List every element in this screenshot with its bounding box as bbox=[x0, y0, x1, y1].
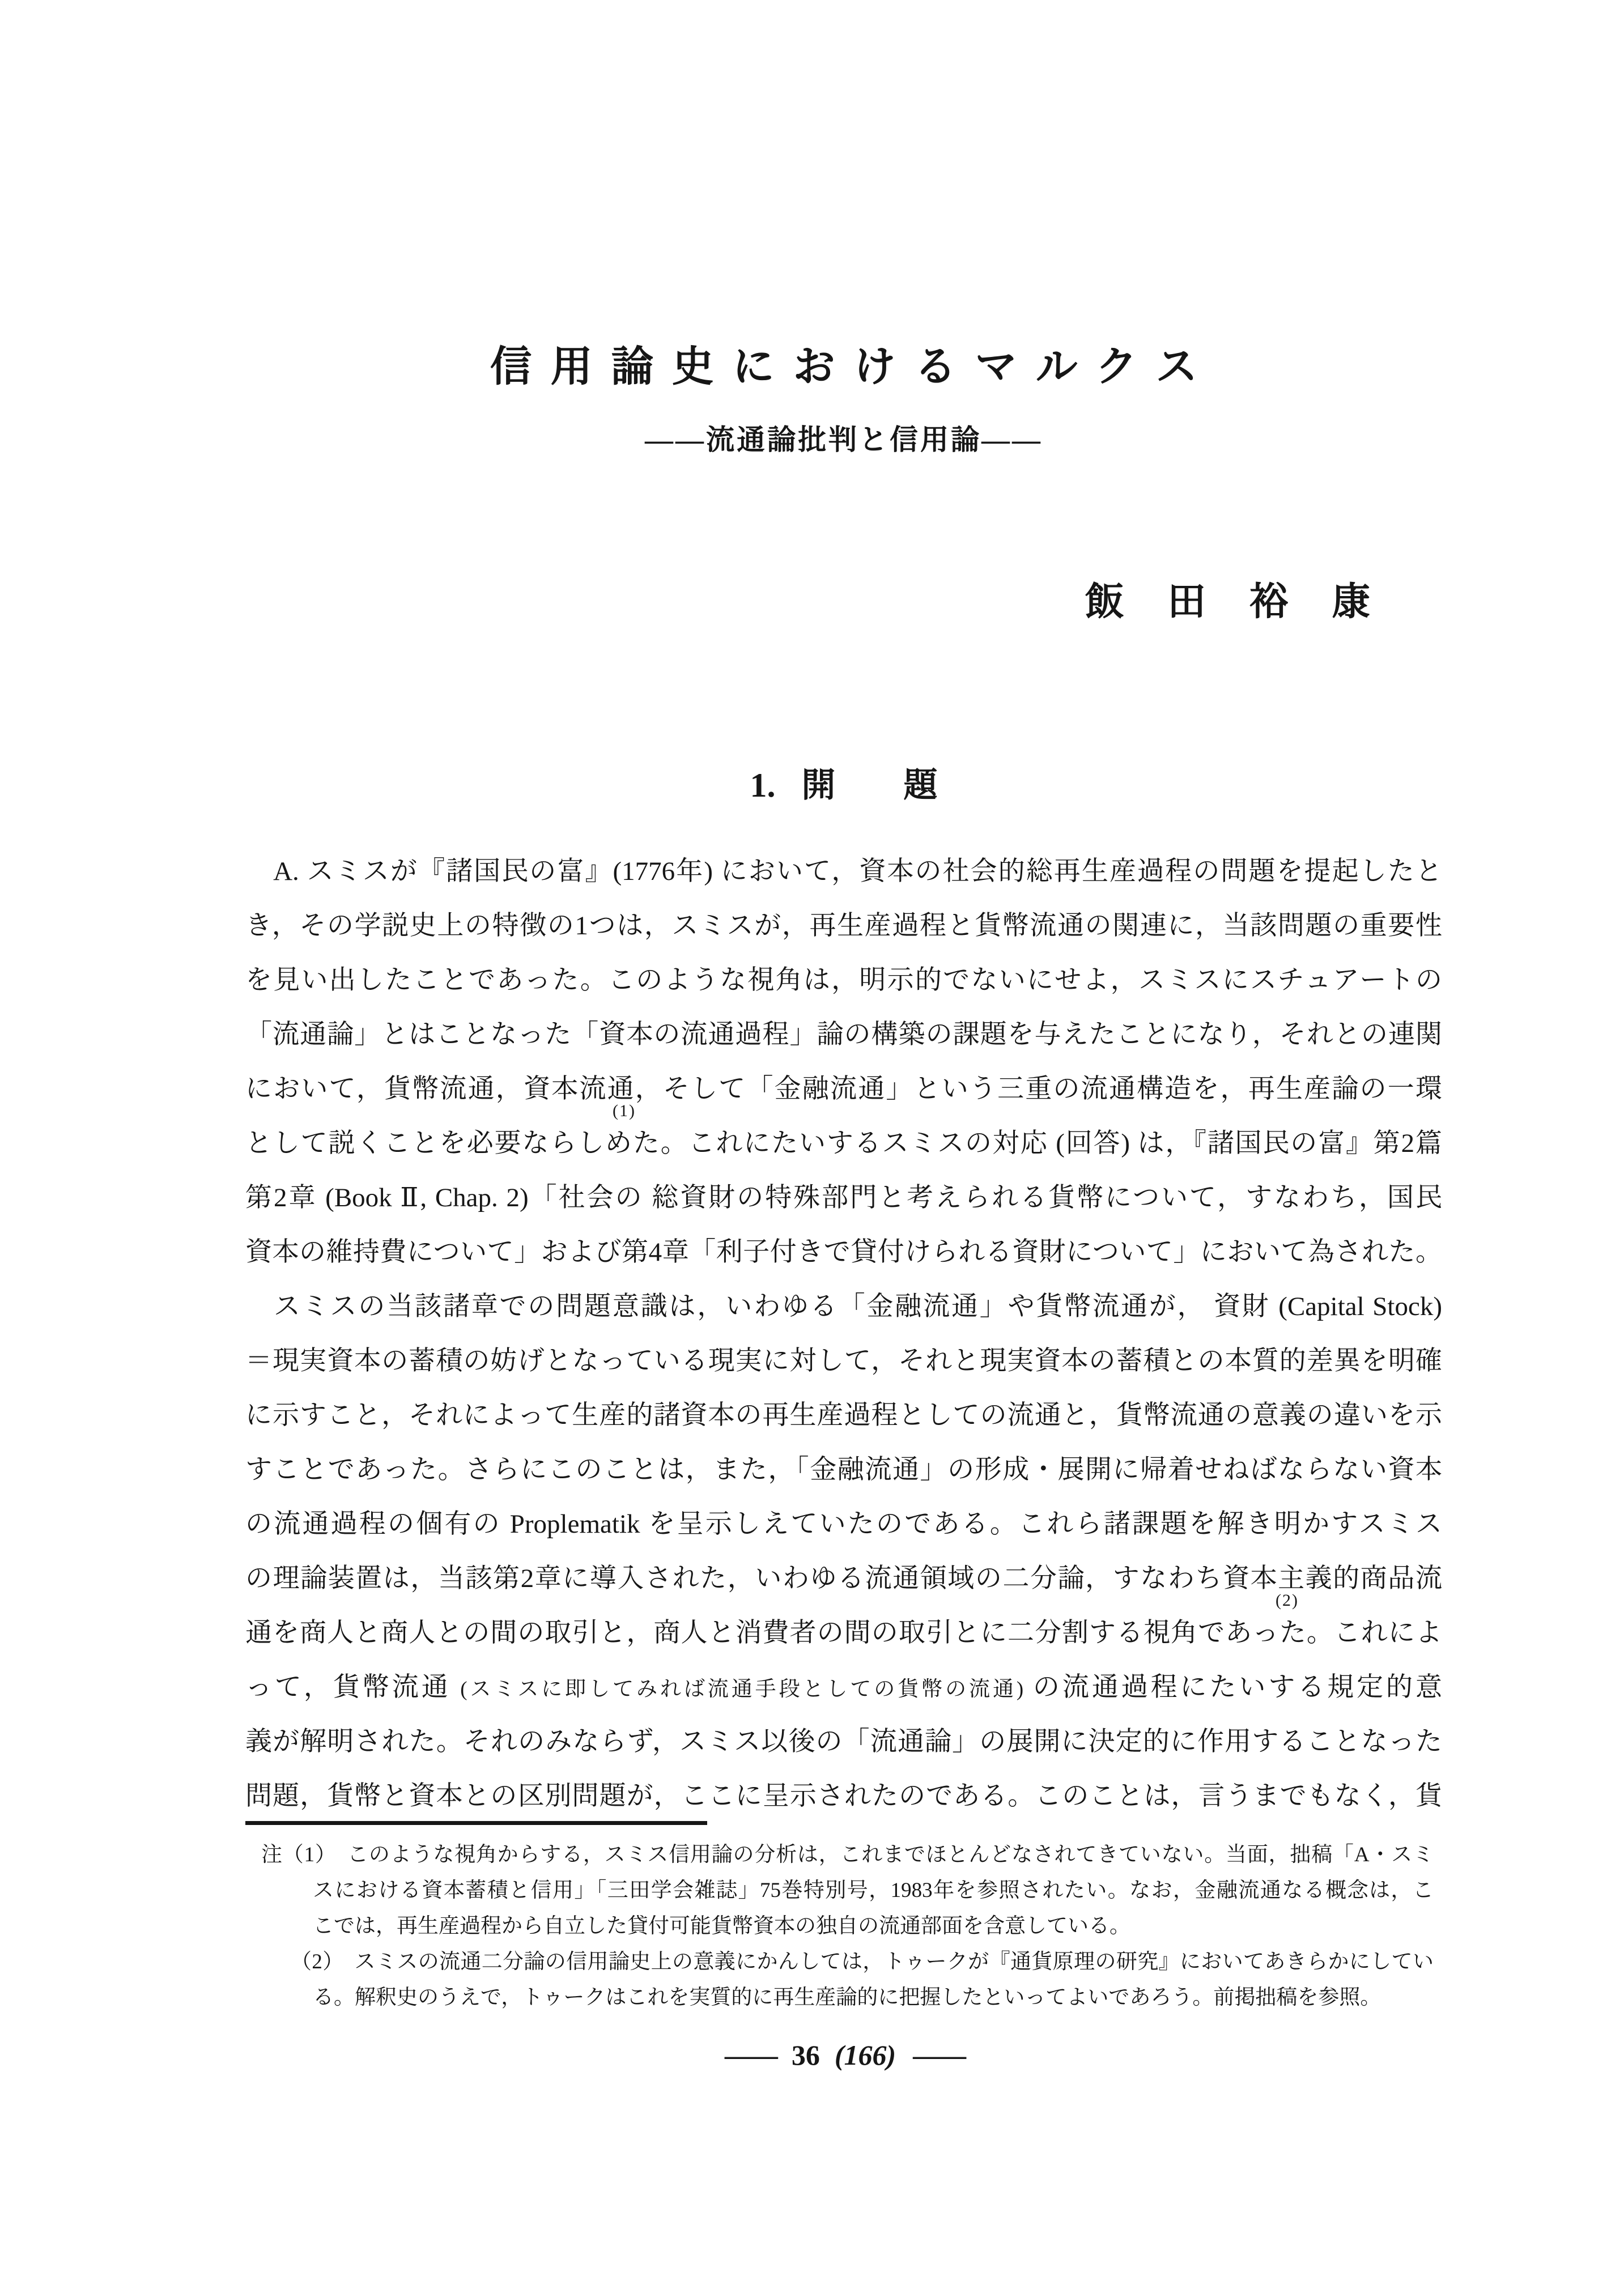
footnote-line: スにおける資本蓄積と信用」「三田学会雑誌」75巻特別号，1983年を参照されたい。なお，金融流通なる概念は，こ bbox=[313, 1879, 1434, 1902]
body-line: き，その学説史上の特徴の1つは，スミスが，再生産過程と貨幣流通の関連に，当該問題の重要性 bbox=[245, 911, 1442, 941]
footnotes-block bbox=[245, 1837, 1434, 2015]
section-heading bbox=[245, 758, 1442, 807]
body-line: 「流通論」とはことなった「資本の流通過程」論の構築の課題を与えたことになり，それとの連関 bbox=[245, 1020, 1442, 1049]
body-line bbox=[245, 1591, 1442, 1660]
body-line bbox=[245, 1101, 1442, 1171]
body-line: に示すこと，それによって生産的諸資本の再生産過程としての流通と，貨幣流通の意義の違いを示 bbox=[245, 1401, 1442, 1430]
body-line: の流通過程の個有の Proplematik を呈示しえていたのである。これら諸課題を解き明かすスミス bbox=[245, 1509, 1442, 1539]
footnote-line: 注（1） このような視角からする，スミス信用論の分析は，これまでほとんどなされてきていない。当面，拙稿「A・スミ bbox=[261, 1843, 1434, 1866]
body-line bbox=[245, 1660, 1442, 1715]
body-line: 第2章 (Book Ⅱ, Chap. 2)「社会の 総資財の特殊部門と考えられる貨幣について，すなわち，国民 bbox=[245, 1183, 1442, 1213]
body-line: 問題，貨幣と資本との区別問題が，ここに呈示されたのである。このことは，言うまでもなく，貨 bbox=[245, 1781, 1442, 1811]
body-line-text: 通を商人と商人との間の取引と，商人と消費者の間の取引とに二分割する視角であった。これによ bbox=[245, 1618, 1442, 1648]
body-line: 義が解明された。それのみならず，スミス以後の「流通論」の展開に決定的に作用することなった bbox=[245, 1727, 1442, 1756]
footnote-separator bbox=[245, 1821, 707, 1825]
footer-dash-left: —— bbox=[724, 2039, 775, 2071]
author-name: 飯 田 裕 康 bbox=[1085, 580, 1388, 623]
section-label: 開 題 bbox=[801, 767, 938, 804]
body-line: すことであった。さらにこのことは，また，「金融流通」の形成・展開に帰着せねばならない資本 bbox=[245, 1455, 1442, 1484]
footer-folio-number: (166) bbox=[834, 2039, 896, 2071]
page-number bbox=[245, 2039, 1442, 2071]
article-subtitle: ——流通論批判と信用論—— bbox=[645, 424, 1043, 456]
body-line-text: として説くことを必要ならしめた。これにたいするスミスの対応 (回答) は，『諸国民の富』第2篇 bbox=[245, 1129, 1442, 1158]
footnote-marker-2: (2) bbox=[1276, 1591, 1299, 1610]
inline-parenthetical: (スミスに即してみれば流通手段としての貨幣の流通) bbox=[460, 1678, 1024, 1701]
section-number: 1. bbox=[750, 767, 776, 804]
body-line: スミスの当該諸章での問題意識は，いわゆる「金融流通」や貨幣流通が， 資財 (Capital Stock) bbox=[245, 1292, 1442, 1321]
body-line-text: の流通過程にたいする規定的意 bbox=[1023, 1673, 1442, 1702]
body-line: において，貨幣流通，資本流通，そして「金融流通」という三重の流通構造を，再生産論の一環 bbox=[245, 1074, 1442, 1104]
footnote-line: （2） スミスの流通二分論の信用論史上の意義にかんしては，トゥークが『通貨原理の研究』においてあきらかにしてい bbox=[291, 1950, 1434, 1973]
footer-page-number: 36 bbox=[791, 2039, 820, 2071]
footnote-line: る。解釈史のうえで，トゥークはこれを実質的に再生産論的に把握したといってよいであろう。前掲拙稿を参照。 bbox=[313, 1986, 1381, 2009]
body-line: A. スミスが『諸国民の富』(1776年) において，資本の社会的総再生産過程の問題を提起したと bbox=[245, 857, 1442, 886]
body-line: の理論装置は，当該第2章に導入された，いわゆる流通領域の二分論，すなわち資本主義的商品流 bbox=[245, 1564, 1442, 1593]
footer-dash-right: —— bbox=[913, 2039, 963, 2071]
body-line: ＝現実資本の蓄積の妨げとなっている現実に対して，それと現実資本の蓄積との本質的差異を明確 bbox=[245, 1346, 1442, 1376]
footnote-marker-1: (1) bbox=[613, 1101, 636, 1120]
body-text bbox=[245, 844, 1442, 1823]
article-title: 信用論史におけるマルクス bbox=[490, 344, 1217, 390]
footnote-line: こでは，再生産過程から自立した貸付可能貨幣資本の独自の流通部面を含意している。 bbox=[313, 1915, 1130, 1938]
body-line: を見い出したことであった。このような視角は，明示的でないにせよ，スミスにスチュアートの bbox=[245, 965, 1442, 995]
body-line-text: って，貨幣流通 bbox=[245, 1673, 461, 1702]
body-line: 資本の維持費について」および第4章「利子付きで貸付けられる資財について」において為された。 bbox=[245, 1237, 1442, 1267]
